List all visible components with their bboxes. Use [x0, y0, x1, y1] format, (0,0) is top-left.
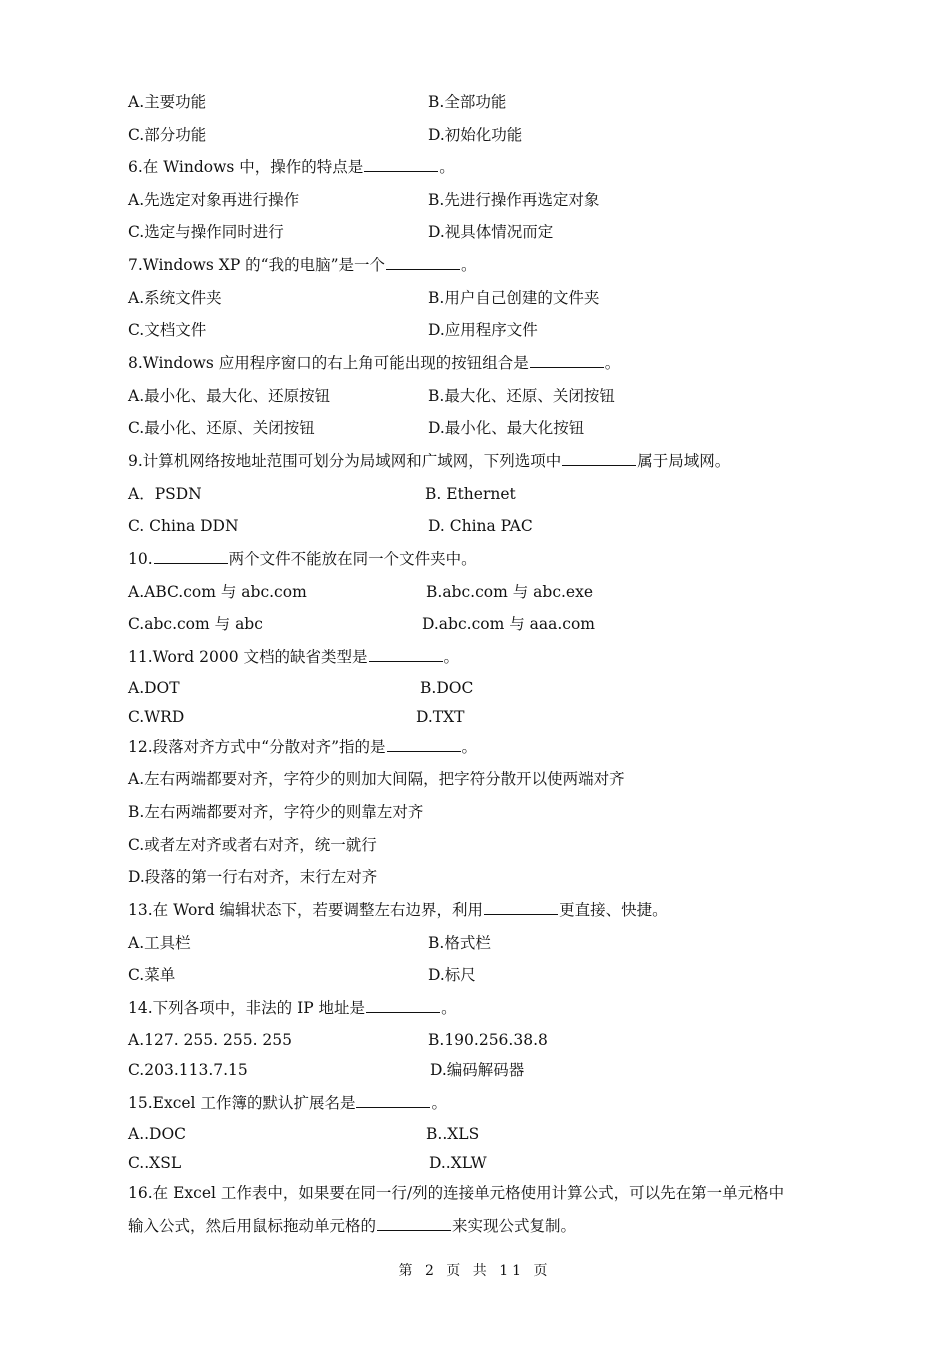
- stem-text-after: 。: [431, 1094, 447, 1112]
- question-14-stem: [128, 998, 848, 1018]
- question-10-stem: [128, 549, 848, 569]
- stem-text: 14.下列各项中，非法的 IP 地址是: [128, 999, 366, 1017]
- answer-blank: [366, 998, 440, 1013]
- stem-text: 16.在 Excel 工作表中，如果要在同一行/列的连接单元格使用计算公式，可以先在第一单元格中: [128, 1184, 785, 1202]
- stem-text: 12.段落对齐方式中“分散对齐”指的是: [128, 738, 386, 756]
- stem-text: 10.: [128, 550, 153, 568]
- option-b: B.格式栏: [428, 934, 491, 952]
- question-15-stem: [128, 1093, 848, 1113]
- option-c: C.菜单: [128, 966, 176, 984]
- question-13-stem: [128, 900, 848, 920]
- option-c: C.WRD: [128, 708, 185, 726]
- answer-blank: [530, 353, 604, 368]
- option-a: A..DOC: [128, 1125, 187, 1143]
- option-b: B.DOC: [420, 679, 474, 697]
- stem-text-after: 更直接、快捷。: [559, 901, 668, 919]
- option-c: C..XSL: [128, 1154, 182, 1172]
- option-b: B..XLS: [426, 1125, 480, 1143]
- option-a: A.系统文件夹: [128, 289, 222, 307]
- stem-text: 输入公式，然后用鼠标拖动单元格的: [128, 1217, 377, 1235]
- question-7-stem: [128, 255, 848, 275]
- answer-blank: [154, 549, 228, 564]
- option-d: D. China PAC: [428, 517, 533, 535]
- option-d: D.视具体情况而定: [428, 223, 554, 241]
- stem-text: 9.计算机网络按地址范围可划分为局域网和广域网，下列选项中: [128, 452, 562, 470]
- option-a: A.DOT: [128, 679, 180, 697]
- answer-blank: [377, 1216, 451, 1231]
- option-b: B.最大化、还原、关闭按钮: [428, 387, 615, 405]
- stem-text: 11.Word 2000 文档的缺省类型是: [128, 648, 368, 666]
- option-d: D.标尺: [428, 966, 476, 984]
- option-a: A.主要功能: [128, 93, 207, 111]
- option-c: C.abc.com 与 abc: [128, 615, 263, 633]
- option-c: C.最小化、还原、关闭按钮: [128, 419, 315, 437]
- answer-blank: [562, 451, 636, 466]
- stem-text: 7.Windows XP 的“我的电脑”是一个: [128, 256, 386, 274]
- option-a: A.工具栏: [128, 934, 191, 952]
- question-8-stem: [128, 353, 848, 373]
- answer-blank: [356, 1093, 430, 1108]
- stem-text: 13.在 Word 编辑状态下，若要调整左右边界，利用: [128, 901, 484, 919]
- option-d: D.应用程序文件: [428, 321, 538, 339]
- question-16-stem-line-2: [128, 1216, 848, 1236]
- stem-text-after: 。: [461, 256, 477, 274]
- question-12-stem: [128, 737, 848, 757]
- option-b: B.用户自己创建的文件夹: [428, 289, 600, 307]
- question-9-stem: [128, 451, 848, 471]
- stem-text: 15.Excel 工作簿的默认扩展名是: [128, 1094, 356, 1112]
- page-number-footer: 第 2 页 共 11 页: [398, 1263, 552, 1279]
- answer-blank: [484, 900, 558, 915]
- answer-blank: [369, 647, 443, 662]
- option-b: B.左右两端都要对齐，字符少的则靠左对齐: [128, 803, 424, 821]
- option-b: B.全部功能: [428, 93, 507, 111]
- option-d: D.TXT: [416, 708, 465, 726]
- answer-blank: [386, 255, 460, 270]
- answer-blank: [387, 737, 461, 752]
- option-c: C.文档文件: [128, 321, 207, 339]
- stem-text-after: 。: [604, 354, 621, 372]
- option-b: B. Ethernet: [425, 485, 516, 503]
- option-a: A.最小化、最大化、还原按钮: [128, 387, 331, 405]
- option-d: D.最小化、最大化按钮: [428, 419, 585, 437]
- option-c: C.或者左对齐或者右对齐，统一就行: [128, 836, 377, 854]
- option-c: C. China DDN: [128, 517, 239, 535]
- option-d: D.初始化功能: [428, 126, 523, 144]
- option-d: D.编码解码器: [430, 1061, 525, 1079]
- stem-text: 6.在 Windows 中，操作的特点是: [128, 158, 364, 176]
- option-a: A.左右两端都要对齐，字符少的则加大间隔，把字符分散开以使两端对齐: [128, 770, 625, 788]
- option-b: B.abc.com 与 abc.exe: [426, 583, 594, 601]
- option-c: C.选定与操作同时进行: [128, 223, 284, 241]
- stem-text-after: 。: [461, 738, 478, 756]
- option-b: B.先进行操作再选定对象: [428, 191, 600, 209]
- stem-text-after: 。: [443, 648, 460, 666]
- option-d: D.abc.com 与 aaa.com: [422, 615, 595, 633]
- question-6-stem: [128, 157, 848, 177]
- option-a: A.127. 255. 255. 255: [128, 1031, 293, 1049]
- stem-text-after: 两个文件不能放在同一个文件夹中。: [228, 550, 477, 568]
- option-a: A.ABC.com 与 abc.com: [128, 583, 307, 601]
- option-d: D.段落的第一行右对齐，末行左对齐: [128, 868, 378, 886]
- stem-text-after: 来实现公式复制。: [452, 1217, 577, 1235]
- answer-blank: [364, 157, 438, 172]
- stem-text-after: 。: [439, 158, 455, 176]
- option-c: C.部分功能: [128, 126, 207, 144]
- option-b: B.190.256.38.8: [428, 1031, 548, 1049]
- stem-text-after: 。: [441, 999, 457, 1017]
- question-11-stem: [128, 647, 848, 667]
- question-16-stem-line-1: [128, 1183, 848, 1203]
- option-a: A.先选定对象再进行操作: [128, 191, 300, 209]
- option-a: A．PSDN: [128, 485, 202, 503]
- stem-text-after: 属于局域网。: [637, 452, 731, 470]
- option-c: C.203.113.7.15: [128, 1061, 248, 1079]
- option-d: D..XLW: [429, 1154, 487, 1172]
- stem-text: 8.Windows 应用程序窗口的右上角可能出现的按钮组合是: [128, 354, 529, 372]
